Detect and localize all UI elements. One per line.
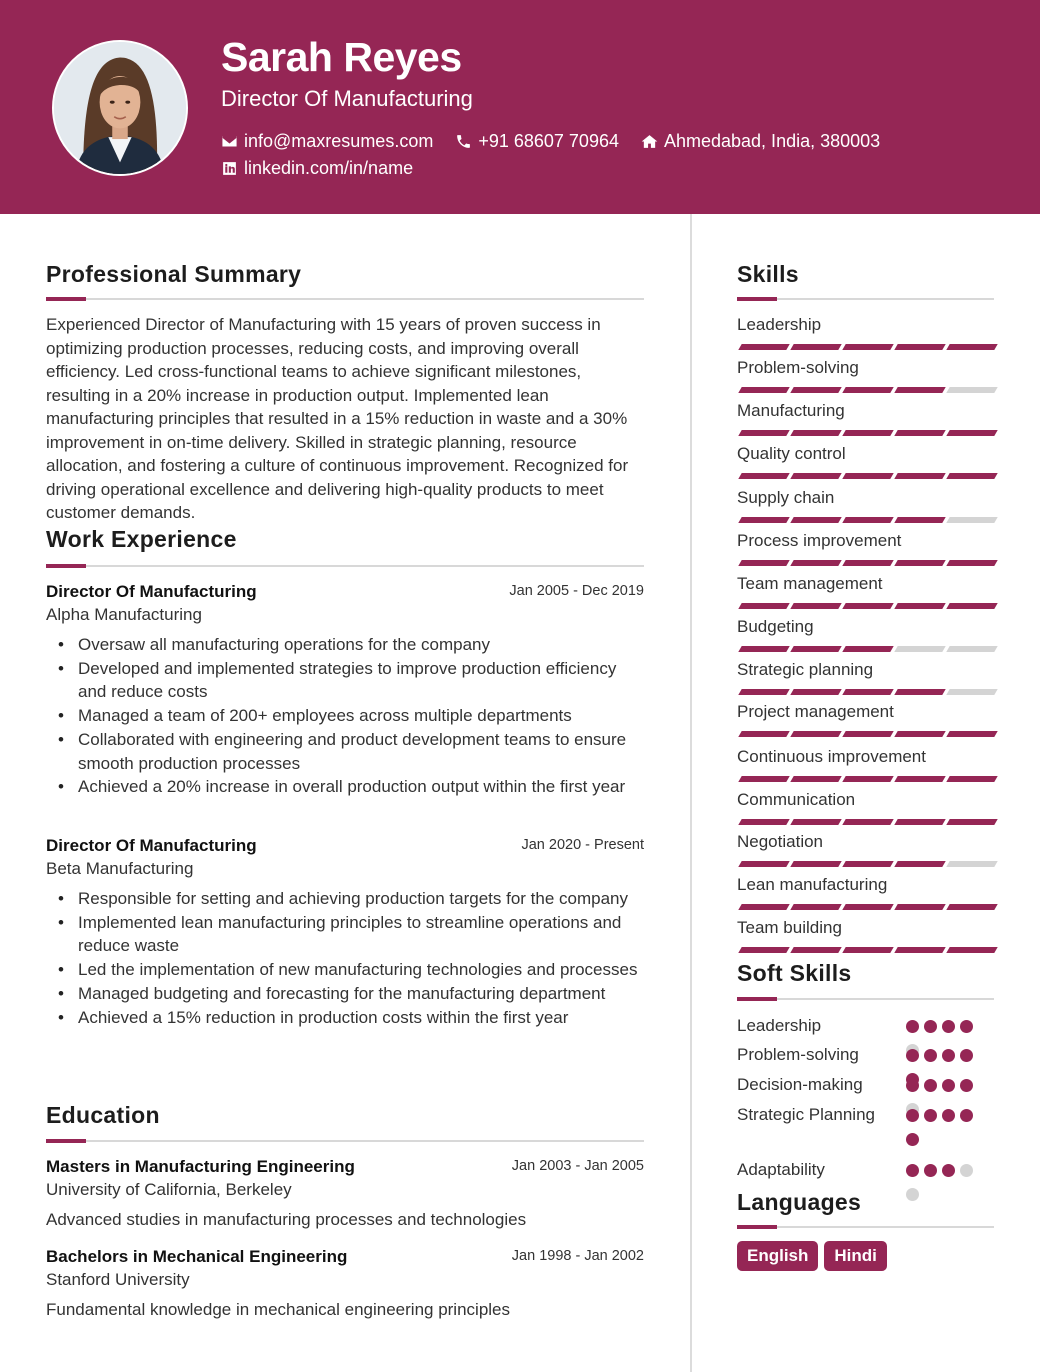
job-title: Director Of Manufacturing bbox=[46, 836, 257, 855]
languages-list bbox=[737, 1241, 893, 1271]
experience-rule bbox=[46, 565, 644, 567]
skill-bar-empty bbox=[946, 646, 997, 652]
contact-email[interactable] bbox=[221, 130, 433, 152]
rating-dot-filled bbox=[960, 1020, 973, 1033]
candidate-name: Sarah Reyes bbox=[221, 34, 462, 80]
rating-dot-filled bbox=[906, 1079, 919, 1092]
soft-skill-name: Problem-solving bbox=[737, 1045, 859, 1064]
language-badge: English bbox=[737, 1241, 818, 1271]
soft-skills-heading: Soft Skills bbox=[737, 960, 852, 986]
job-bullet: • Achieved a 15% reduction in production costs within the first year bbox=[46, 1006, 644, 1030]
profile-photo bbox=[52, 40, 188, 176]
skill-bar-filled bbox=[790, 646, 841, 652]
education-heading: Education bbox=[46, 1102, 160, 1128]
linkedin-text: linkedin.com/in/name bbox=[244, 158, 414, 178]
soft-skill-item bbox=[737, 1103, 993, 1127]
skill-bar-filled bbox=[790, 819, 841, 825]
education-description: Fundamental knowledge in mechanical engineering principles bbox=[46, 1300, 511, 1319]
skill-name: Team building bbox=[737, 918, 842, 937]
skill-bar-filled bbox=[790, 689, 841, 695]
rating-dot-filled bbox=[906, 1133, 919, 1146]
skill-bar-filled bbox=[946, 560, 997, 566]
skill-bar-filled bbox=[946, 731, 997, 737]
skill-item bbox=[737, 357, 993, 379]
job-bullet: • Managed a team of 200+ employees across multiple departments bbox=[46, 704, 644, 728]
avatar-illustration bbox=[54, 42, 186, 174]
skill-bar-filled bbox=[738, 387, 789, 393]
skill-name: Negotiation bbox=[737, 832, 824, 851]
skill-bar-filled bbox=[894, 473, 945, 479]
resume-header bbox=[0, 0, 1040, 214]
skill-bar-filled bbox=[946, 603, 997, 609]
language-badge: Hindi bbox=[824, 1241, 887, 1271]
skill-bar-filled bbox=[842, 430, 893, 436]
skill-bar-filled bbox=[790, 517, 841, 523]
skill-bar-filled bbox=[842, 947, 893, 953]
skill-bar-filled bbox=[790, 861, 841, 867]
soft-skill-rating-dots bbox=[905, 1109, 985, 1149]
soft-skill-rating-dots bbox=[905, 1164, 985, 1204]
skill-bar-filled bbox=[894, 731, 945, 737]
skill-bar-filled bbox=[738, 947, 789, 953]
skill-name: Strategic planning bbox=[737, 660, 874, 679]
skill-bar-filled bbox=[894, 603, 945, 609]
languages-heading: Languages bbox=[737, 1189, 862, 1215]
skill-name: Lean manufacturing bbox=[737, 875, 888, 894]
skill-name: Communication bbox=[737, 790, 856, 809]
rating-dot-filled bbox=[942, 1164, 955, 1177]
skill-bar-filled bbox=[894, 904, 945, 910]
skill-bar-filled bbox=[790, 904, 841, 910]
rating-dot-empty bbox=[906, 1188, 919, 1201]
experience-heading: Work Experience bbox=[46, 526, 237, 552]
rating-dot-filled bbox=[906, 1020, 919, 1033]
skill-bar-empty bbox=[946, 387, 997, 393]
envelope-icon bbox=[221, 133, 238, 150]
linkedin-icon bbox=[221, 160, 238, 177]
job-title: Director Of Manufacturing bbox=[46, 582, 257, 601]
skill-bar-filled bbox=[894, 387, 945, 393]
skill-item bbox=[737, 443, 993, 465]
job-entry bbox=[46, 581, 644, 799]
skill-bar-filled bbox=[842, 646, 893, 652]
rule-accent bbox=[737, 1225, 777, 1229]
job-bullet: • Collaborated with engineering and product development teams to ensure smooth production processes bbox=[46, 728, 644, 775]
skill-bar-filled bbox=[738, 731, 789, 737]
skill-bar-filled bbox=[738, 517, 789, 523]
skill-item bbox=[737, 659, 993, 681]
job-bullets bbox=[46, 633, 644, 799]
skill-bar-filled bbox=[894, 689, 945, 695]
rating-dot-filled bbox=[960, 1109, 973, 1122]
skill-rating-bars bbox=[737, 689, 993, 695]
skill-bar-filled bbox=[738, 646, 789, 652]
skill-item bbox=[737, 487, 993, 509]
job-bullet: • Responsible for setting and achieving production targets for the company bbox=[46, 887, 644, 911]
skill-bar-filled bbox=[842, 904, 893, 910]
skill-bar-filled bbox=[894, 517, 945, 523]
skill-bar-filled bbox=[842, 603, 893, 609]
skill-rating-bars bbox=[737, 731, 993, 737]
skill-bar-filled bbox=[946, 776, 997, 782]
skill-bar-empty bbox=[946, 689, 997, 695]
skill-bar-filled bbox=[842, 861, 893, 867]
skill-bar-filled bbox=[894, 560, 945, 566]
job-bullet: • Led the implementation of new manufacturing technologies and processes bbox=[46, 958, 644, 982]
rating-dot-filled bbox=[906, 1164, 919, 1177]
contact-location bbox=[641, 130, 880, 152]
skill-item bbox=[737, 831, 993, 853]
skill-bar-empty bbox=[946, 517, 997, 523]
education-date: Jan 1998 - Jan 2002 bbox=[511, 1248, 644, 1264]
skill-bar-filled bbox=[842, 387, 893, 393]
skill-item bbox=[737, 314, 993, 336]
skill-name: Leadership bbox=[737, 315, 822, 334]
skill-bar-filled bbox=[790, 947, 841, 953]
skill-bar-filled bbox=[738, 861, 789, 867]
skill-bar-filled bbox=[946, 819, 997, 825]
skill-rating-bars bbox=[737, 947, 993, 953]
skill-bar-filled bbox=[842, 819, 893, 825]
soft-skill-name: Leadership bbox=[737, 1016, 822, 1035]
skill-rating-bars bbox=[737, 430, 993, 436]
languages-rule bbox=[737, 1226, 994, 1228]
skill-bar-filled bbox=[790, 776, 841, 782]
soft-skill-item bbox=[737, 1073, 993, 1097]
skill-bar-filled bbox=[790, 387, 841, 393]
phone-icon bbox=[455, 133, 472, 150]
rule-accent bbox=[46, 564, 86, 568]
job-bullet: • Developed and implemented strategies to improve production efficiency and reduce costs bbox=[46, 657, 644, 704]
soft-skills-rule bbox=[737, 998, 994, 1000]
summary-rule bbox=[46, 298, 644, 300]
job-bullet: • Managed budgeting and forecasting for the manufacturing department bbox=[46, 982, 644, 1006]
skill-item bbox=[737, 701, 993, 723]
home-icon bbox=[641, 133, 658, 150]
skill-rating-bars bbox=[737, 776, 993, 782]
skill-bar-filled bbox=[842, 560, 893, 566]
rating-dot-filled bbox=[960, 1079, 973, 1092]
skill-bar-filled bbox=[738, 603, 789, 609]
rule-accent bbox=[737, 997, 777, 1001]
skill-bar-filled bbox=[842, 344, 893, 350]
job-bullet: • Achieved a 20% increase in overall production output within the first year bbox=[46, 775, 644, 799]
skill-bar-filled bbox=[842, 517, 893, 523]
skill-item bbox=[737, 746, 993, 768]
skill-bar-filled bbox=[946, 904, 997, 910]
rating-dot-filled bbox=[942, 1020, 955, 1033]
rating-dot-filled bbox=[906, 1049, 919, 1062]
skill-rating-bars bbox=[737, 344, 993, 350]
skill-bar-filled bbox=[894, 430, 945, 436]
soft-skill-item bbox=[737, 1043, 993, 1067]
summary-heading: Professional Summary bbox=[46, 261, 302, 287]
skill-bar-filled bbox=[738, 430, 789, 436]
skill-bar-filled bbox=[790, 603, 841, 609]
skill-bar-filled bbox=[738, 904, 789, 910]
skill-bar-filled bbox=[946, 430, 997, 436]
skill-rating-bars bbox=[737, 819, 993, 825]
education-rule bbox=[46, 1140, 644, 1142]
contact-row bbox=[221, 130, 902, 152]
skill-bar-filled bbox=[790, 560, 841, 566]
job-bullet: • Oversaw all manufacturing operations for the company bbox=[46, 633, 644, 657]
skill-bar-filled bbox=[894, 947, 945, 953]
job-company: Alpha Manufacturing bbox=[46, 605, 202, 624]
skill-bar-filled bbox=[894, 819, 945, 825]
skill-rating-bars bbox=[737, 603, 993, 609]
skill-name: Budgeting bbox=[737, 617, 814, 636]
summary-text: Experienced Director of Manufacturing with 15 years of proven success in optimizing production processes, reducing costs, and improving overall efficiency. Led cross-functional teams to achieve significant milestones, resulting in a 20% increase in production output. Implemented lean manufacturing principles that resulted in a 15% reduction in waste and a 30% improvement in on-time delivery. Skilled in strategic planning, resource allocation, and fostering a culture of continuous improvement. Recognized for driving operational excellence and delivering high-quality products to meet customer demands. bbox=[46, 315, 629, 522]
skill-bar-filled bbox=[842, 776, 893, 782]
rating-dot-filled bbox=[960, 1049, 973, 1062]
skill-bar-filled bbox=[738, 689, 789, 695]
skill-bar-filled bbox=[738, 560, 789, 566]
skill-item bbox=[737, 917, 993, 939]
skill-rating-bars bbox=[737, 473, 993, 479]
skill-bar-filled bbox=[842, 689, 893, 695]
soft-skill-name: Decision-making bbox=[737, 1075, 863, 1094]
rule-accent bbox=[46, 297, 86, 301]
skill-item bbox=[737, 616, 993, 638]
rating-dot-filled bbox=[924, 1164, 937, 1177]
skill-name: Problem-solving bbox=[737, 358, 859, 377]
skill-name: Team management bbox=[737, 574, 883, 593]
skill-rating-bars bbox=[737, 517, 993, 523]
skill-bar-empty bbox=[894, 646, 945, 652]
rule-accent bbox=[737, 297, 777, 301]
job-date: Jan 2005 - Dec 2019 bbox=[509, 583, 644, 599]
rating-dot-filled bbox=[924, 1109, 937, 1122]
skill-bar-filled bbox=[790, 473, 841, 479]
skill-name: Project management bbox=[737, 702, 894, 721]
skill-rating-bars bbox=[737, 904, 993, 910]
email-text: info@maxresumes.com bbox=[244, 131, 434, 151]
skill-item bbox=[737, 573, 993, 595]
skill-item bbox=[737, 789, 993, 811]
skills-rule bbox=[737, 298, 994, 300]
rating-dot-filled bbox=[924, 1049, 937, 1062]
rating-dot-filled bbox=[906, 1109, 919, 1122]
rating-dot-filled bbox=[942, 1049, 955, 1062]
contact-row-2 bbox=[221, 157, 435, 179]
school-name: University of California, Berkeley bbox=[46, 1180, 292, 1199]
skill-bar-filled bbox=[894, 776, 945, 782]
location-text: Ahmedabad, India, 380003 bbox=[663, 131, 881, 151]
skill-bar-filled bbox=[894, 861, 945, 867]
skill-item bbox=[737, 400, 993, 422]
degree-title: Masters in Manufacturing Engineering bbox=[46, 1157, 355, 1176]
skill-name: Manufacturing bbox=[737, 401, 845, 420]
skill-name: Continuous improvement bbox=[737, 747, 926, 766]
skill-name: Process improvement bbox=[737, 531, 902, 550]
contact-linkedin[interactable] bbox=[221, 157, 413, 179]
skill-bar-filled bbox=[946, 344, 997, 350]
skill-bar-filled bbox=[738, 776, 789, 782]
candidate-title: Director Of Manufacturing bbox=[221, 86, 473, 111]
education-date: Jan 2003 - Jan 2005 bbox=[511, 1158, 644, 1174]
skill-bar-filled bbox=[946, 473, 997, 479]
soft-skill-item bbox=[737, 1014, 993, 1038]
soft-skill-name: Strategic Planning bbox=[737, 1105, 875, 1124]
job-bullet: • Implemented lean manufacturing principles to streamline operations and reduce waste bbox=[46, 911, 644, 958]
skill-rating-bars bbox=[737, 560, 993, 566]
soft-skill-item bbox=[737, 1158, 993, 1182]
phone-text: +91 68607 70964 bbox=[478, 131, 619, 151]
rule-accent bbox=[46, 1139, 86, 1143]
skill-bar-filled bbox=[946, 947, 997, 953]
skill-bar-filled bbox=[790, 731, 841, 737]
rating-dot-filled bbox=[942, 1079, 955, 1092]
job-entry bbox=[46, 835, 644, 1029]
skill-rating-bars bbox=[737, 387, 993, 393]
skill-bar-filled bbox=[738, 344, 789, 350]
skill-bar-filled bbox=[738, 819, 789, 825]
skill-bar-filled bbox=[790, 344, 841, 350]
rating-dot-filled bbox=[924, 1079, 937, 1092]
job-date: Jan 2020 - Present bbox=[521, 837, 644, 853]
education-entry bbox=[46, 1156, 644, 1232]
skill-item bbox=[737, 874, 993, 896]
skill-rating-bars bbox=[737, 861, 993, 867]
skill-bar-filled bbox=[842, 473, 893, 479]
skill-rating-bars bbox=[737, 646, 993, 652]
rating-dot-filled bbox=[924, 1020, 937, 1033]
skill-bar-filled bbox=[738, 473, 789, 479]
skill-item bbox=[737, 530, 993, 552]
skill-bar-filled bbox=[894, 344, 945, 350]
school-name: Stanford University bbox=[46, 1270, 190, 1289]
soft-skill-name: Adaptability bbox=[737, 1160, 825, 1179]
skills-heading: Skills bbox=[737, 261, 799, 287]
skill-bar-filled bbox=[790, 430, 841, 436]
education-description: Advanced studies in manufacturing processes and technologies bbox=[46, 1210, 527, 1229]
contact-phone[interactable] bbox=[455, 130, 619, 152]
skill-bar-filled bbox=[842, 731, 893, 737]
job-company: Beta Manufacturing bbox=[46, 859, 194, 878]
skill-name: Supply chain bbox=[737, 488, 835, 507]
degree-title: Bachelors in Mechanical Engineering bbox=[46, 1247, 348, 1266]
rating-dot-filled bbox=[942, 1109, 955, 1122]
skill-bar-empty bbox=[946, 861, 997, 867]
job-bullets bbox=[46, 887, 644, 1029]
rating-dot-empty bbox=[960, 1164, 973, 1177]
skill-name: Quality control bbox=[737, 444, 846, 463]
education-entry bbox=[46, 1246, 644, 1322]
column-divider bbox=[690, 214, 692, 1372]
